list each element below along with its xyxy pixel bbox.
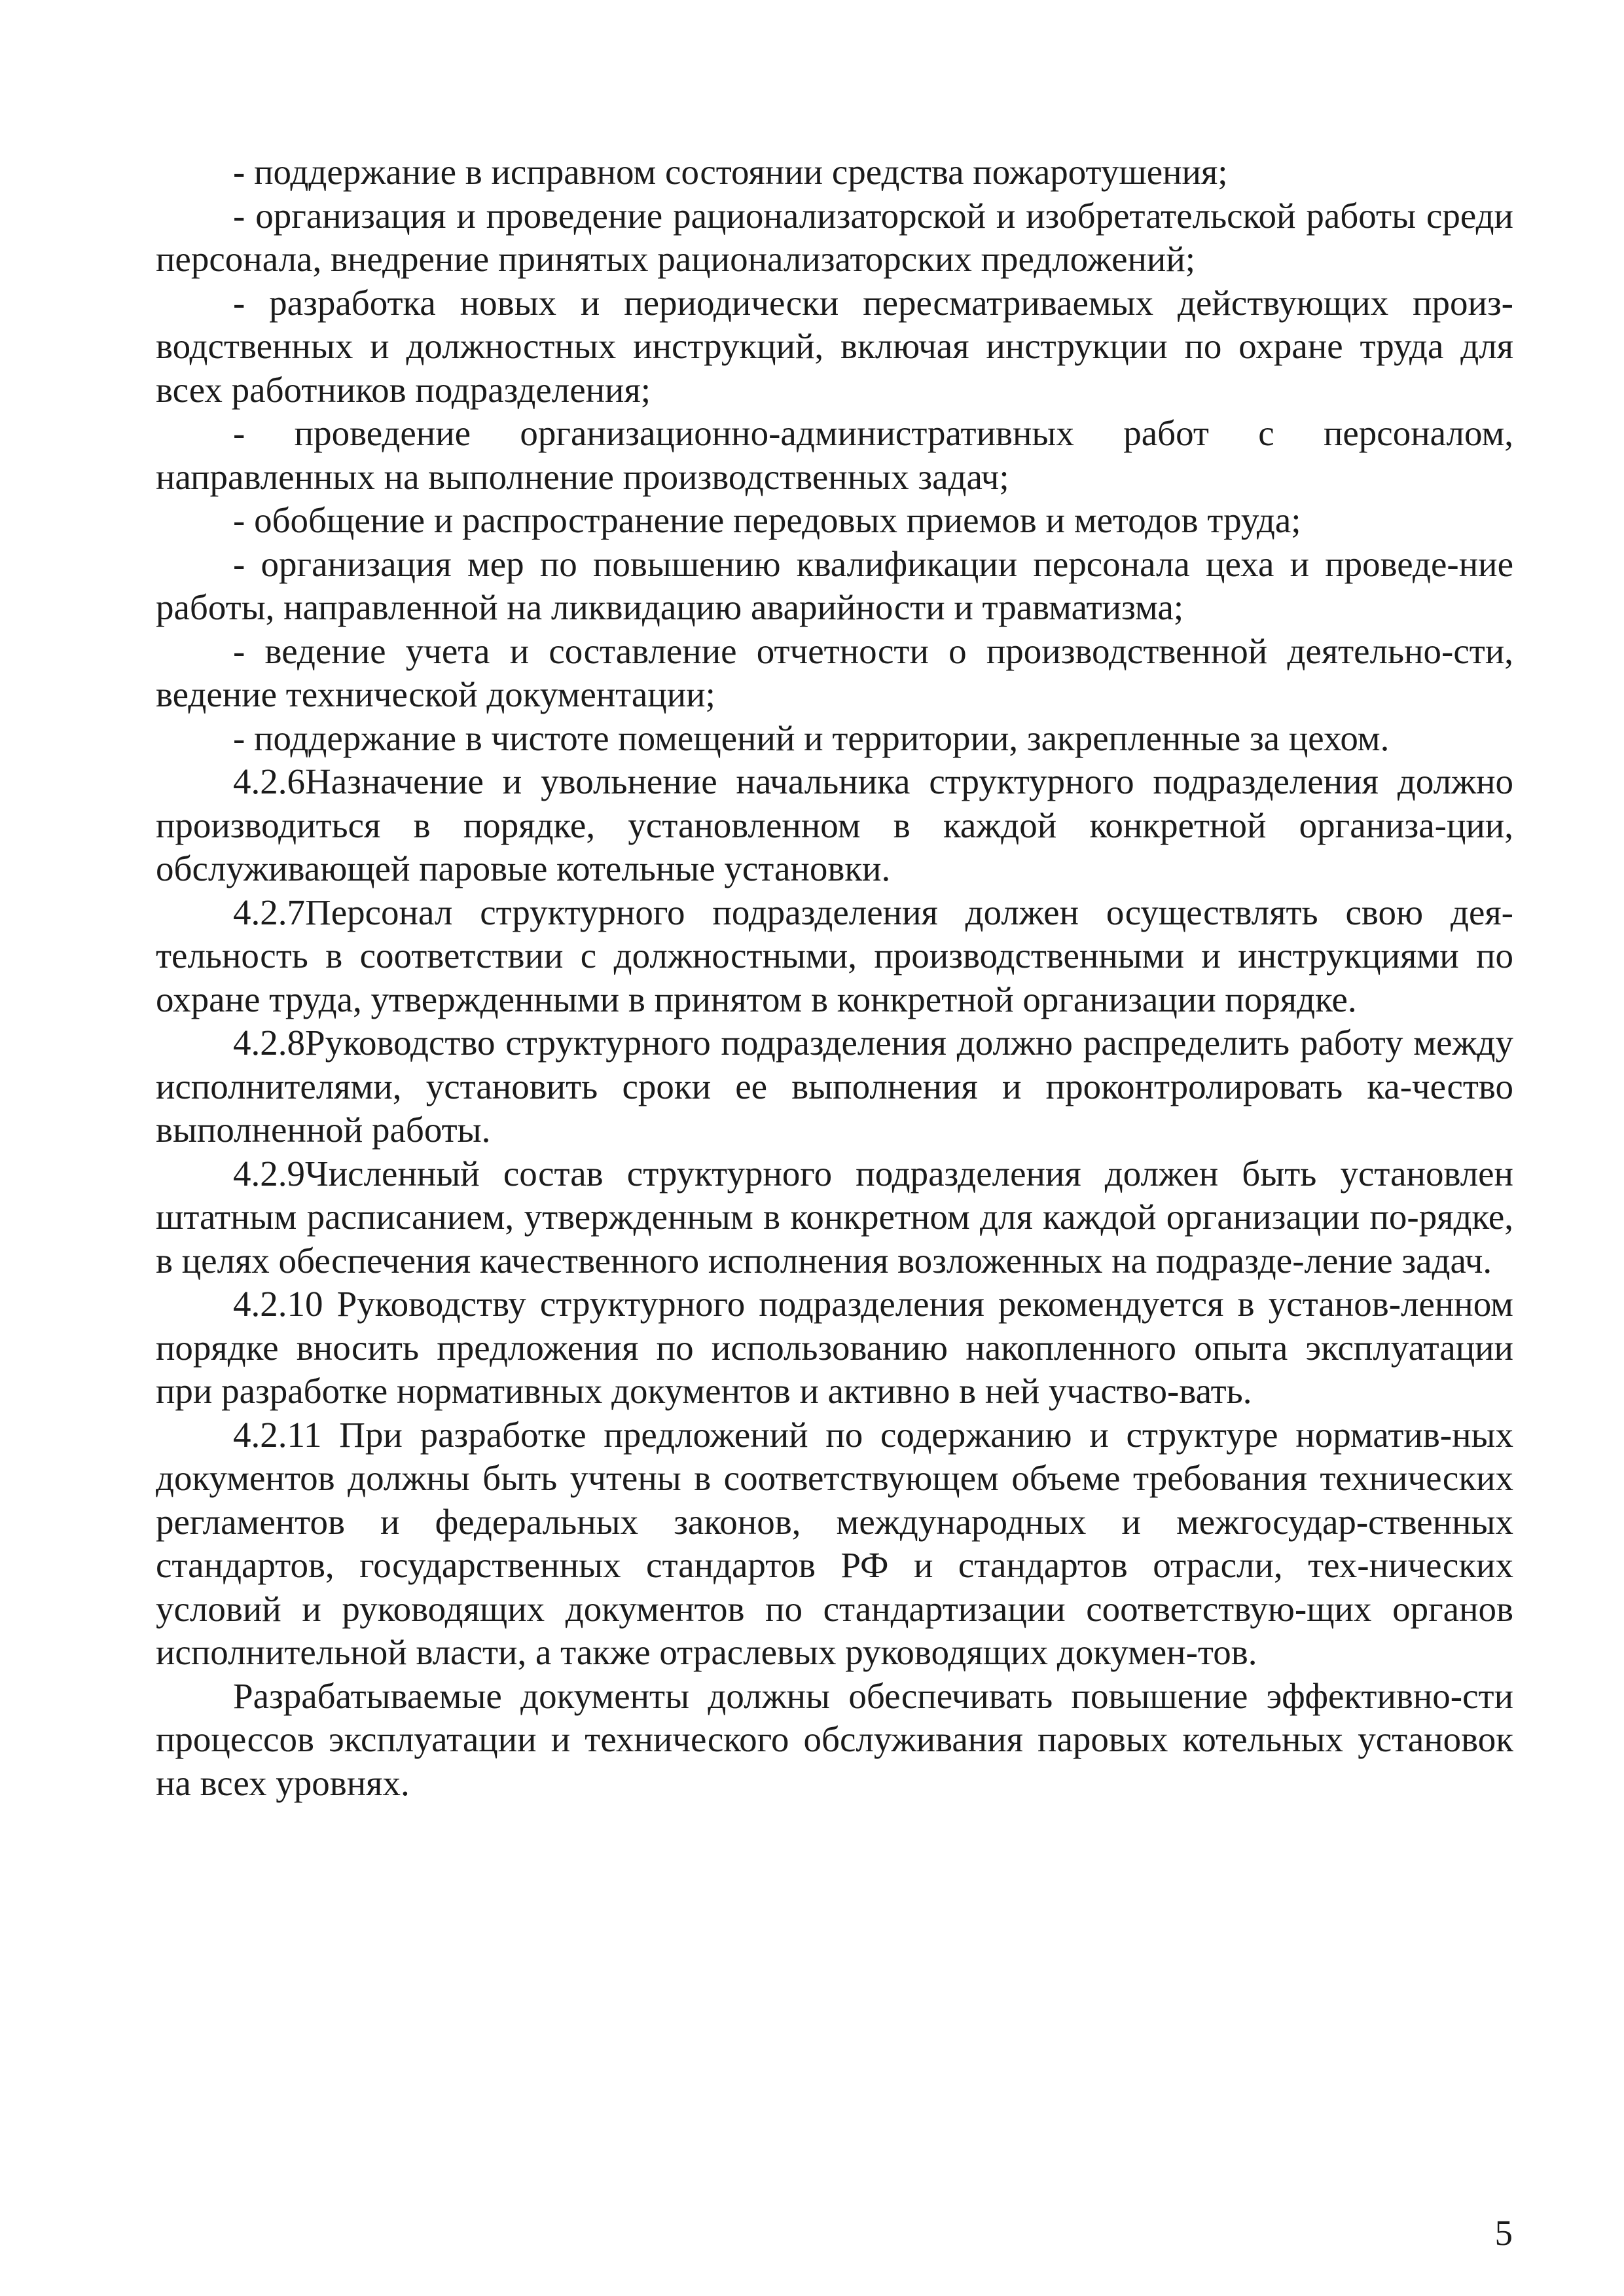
list-item-instructions: - разработка новых и периодически пересматриваемых действующих произ-водственных и должностных инструкций, включая инструкции по охране труда для всех работников подразделения; xyxy=(156,282,1513,410)
list-item-best-practices: - обобщение и распространение передовых приемов и методов труда; xyxy=(233,500,1301,540)
clause-4-2-7: 4.2.7Персонал структурного подразделения должен осуществлять свою дея-тельность в соответствии с должностными, производственными и инструкциями по охране труда, утвержденными в принятом в конкретной организации порядке. xyxy=(156,892,1513,1019)
list-item-reporting: - ведение учета и составление отчетности о производственной деятельно-сти, ведение технической документации; xyxy=(156,630,1513,714)
clause-4-2-10: 4.2.10 Руководству структурного подразделения рекомендуется в установ-ленном порядке вносить предложения по использованию накопленного опыта эксплуатации при разработке нормативных документов и активно в ней участво-вать. xyxy=(156,1284,1513,1411)
clause-4-2-11: 4.2.11 При разработке предложений по содержанию и структуре норматив-ных документов должны быть учтены в соответствующем объеме требования технических регламентов и федеральных законов, международных и межгосудар-ственных стандартов, государственных стандартов РФ и стандартов отрасли, тех-нических условий и руководящих документов по стандартизации соответствую-щих органов исполнительной власти, а также отраслевых руководящих докумен-тов. xyxy=(156,1414,1513,1672)
list-item-fire-equipment: - поддержание в исправном состоянии средства пожаротушения; xyxy=(233,152,1228,192)
list-item-administrative-work: - проведение организационно-административных работ с персоналом, направленных на выполнение производственных задач; xyxy=(156,413,1513,497)
clause-4-2-9: 4.2.9Численный состав структурного подразделения должен быть установлен штатным расписанием, утвержденным в конкретном для каждой организации по-рядке, в целях обеспечения качественного исполнения возложенных на подразде-ление задач. xyxy=(156,1153,1513,1281)
page-number: 5 xyxy=(1494,2213,1513,2253)
clause-4-2-6: 4.2.6Назначение и увольнение начальника структурного подразделения должно производиться в порядке, установленном в каждой конкретной организа-ции, обслуживающей паровые котельные установки. xyxy=(156,761,1513,888)
closing-paragraph: Разрабатываемые документы должны обеспечивать повышение эффективно-сти процессов эксплуатации и технического обслуживания паровых котельных установок на всех уровнях. xyxy=(156,1675,1513,1803)
list-item-qualification: - организация мер по повышению квалификации персонала цеха и проведе-ние работы, направленной на ликвидацию аварийности и травматизма; xyxy=(156,543,1513,627)
clause-4-2-8: 4.2.8Руководство структурного подразделения должно распределить работу между исполнителями, установить сроки ее выполнения и проконтролировать ка-чество выполненной работы. xyxy=(156,1023,1513,1150)
body-text xyxy=(156,151,1513,1805)
list-item-rationalization: - организация и проведение рационализаторской и изобретательской работы среди персонала, внедрение принятых рационализаторских предложений; xyxy=(156,195,1513,279)
list-item-cleanliness: - поддержание в чистоте помещений и территории, закрепленные за цехом. xyxy=(233,718,1390,758)
